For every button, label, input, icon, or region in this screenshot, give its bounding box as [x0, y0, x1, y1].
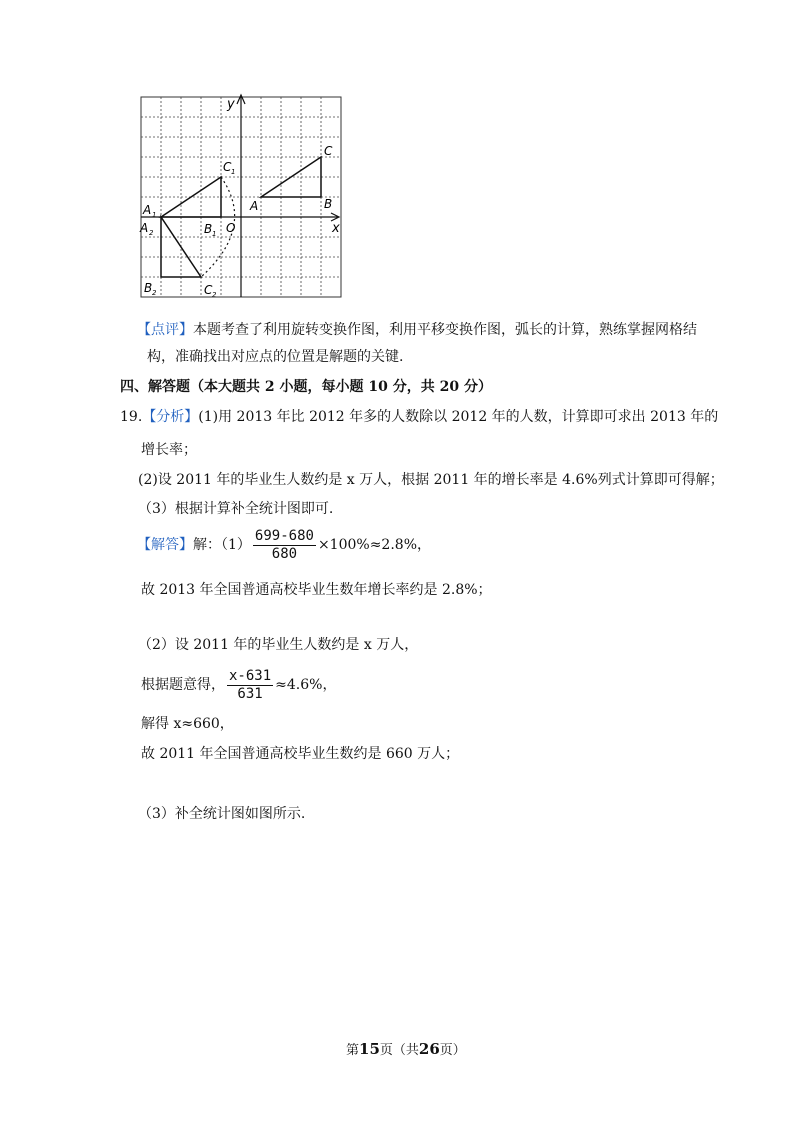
q19-analysis-line-3: (2)设 2011 年的毕业生人数约是 x 万人，根据 2011 年的增长率是 4.6%列式计算即可得解；	[138, 472, 724, 488]
page-number: 15	[359, 1040, 380, 1058]
answer-part-2-lead: （2）设 2011 年的毕业生人数约是 x 万人，	[138, 637, 419, 653]
y-axis-label: y	[227, 97, 235, 112]
conclusion-2: 故 2011 年全国普通高校毕业生数约是 660 万人；	[141, 746, 460, 762]
coordinate-grid-figure	[138, 92, 348, 304]
q19-analysis-line-4: （3）根据计算补全统计图即可.	[138, 501, 334, 517]
point-O-label: O	[226, 221, 236, 235]
page-total: 26	[418, 1040, 440, 1058]
conclusion-1: 故 2013 年全国普通高校毕业生数年增长率约是 2.8%；	[141, 582, 492, 598]
point-A-label: A	[250, 199, 259, 213]
answer-part-2-equation: 根据题意得， $\frac{x-631}{631}$ ≈4.6%，	[141, 667, 337, 702]
x-axis-label: x	[332, 221, 340, 236]
solve-line: 解得 x≈660，	[141, 716, 234, 732]
point-B-label: B	[324, 197, 333, 211]
point-C-label: C	[324, 144, 333, 158]
review-line-1: 【点评】本题考查了利用旋转变换作图，利用平移变换作图，弧长的计算，熟练掌握网格结	[137, 322, 697, 338]
svg-text:1: 1	[231, 168, 236, 176]
fraction-growth-2013: $\frac{699-680}{680}$	[254, 527, 314, 562]
answer-part-3: （3）补全统计图如图所示.	[138, 806, 306, 822]
question-number: 19.	[120, 409, 143, 425]
review-line-2: 构，准确找出对应点的位置是解题的关键.	[147, 349, 404, 365]
svg-text:2: 2	[152, 289, 157, 297]
point-B1-label: B	[204, 222, 213, 236]
svg-text:1: 1	[152, 211, 157, 219]
fraction-growth-2011: $\frac{x-631}{631}$	[229, 667, 272, 702]
point-B2-label: B	[144, 281, 153, 295]
answer-tag: 【解答】	[137, 537, 193, 553]
answer-part-1: 【解答】 解：（1） $\frac{699-680}{680}$ ×100%≈2.8%，	[137, 527, 431, 562]
point-A1-label: A	[143, 203, 152, 217]
section-heading: 四、解答题（本大题共 2 小题，每小题 10 分，共 20 分）	[120, 379, 492, 395]
point-C2-label: C	[204, 283, 213, 297]
review-tag: 【点评】	[137, 322, 193, 338]
svg-text:2: 2	[212, 291, 217, 299]
point-A2-label: A	[140, 221, 149, 235]
point-C1-label: C	[223, 160, 232, 174]
svg-text:2: 2	[149, 229, 154, 237]
page-footer: 第15页（共26页）	[346, 1040, 466, 1058]
svg-text:1: 1	[212, 230, 217, 238]
analysis-tag: 【分析】	[142, 409, 199, 425]
q19-analysis-line-1: 19.【分析】(1)用 2013 年比 2012 年多的人数除以 2012 年的人数，计算即可求出 2013 年的	[120, 409, 719, 425]
q19-analysis-line-2: 增长率；	[141, 442, 197, 458]
